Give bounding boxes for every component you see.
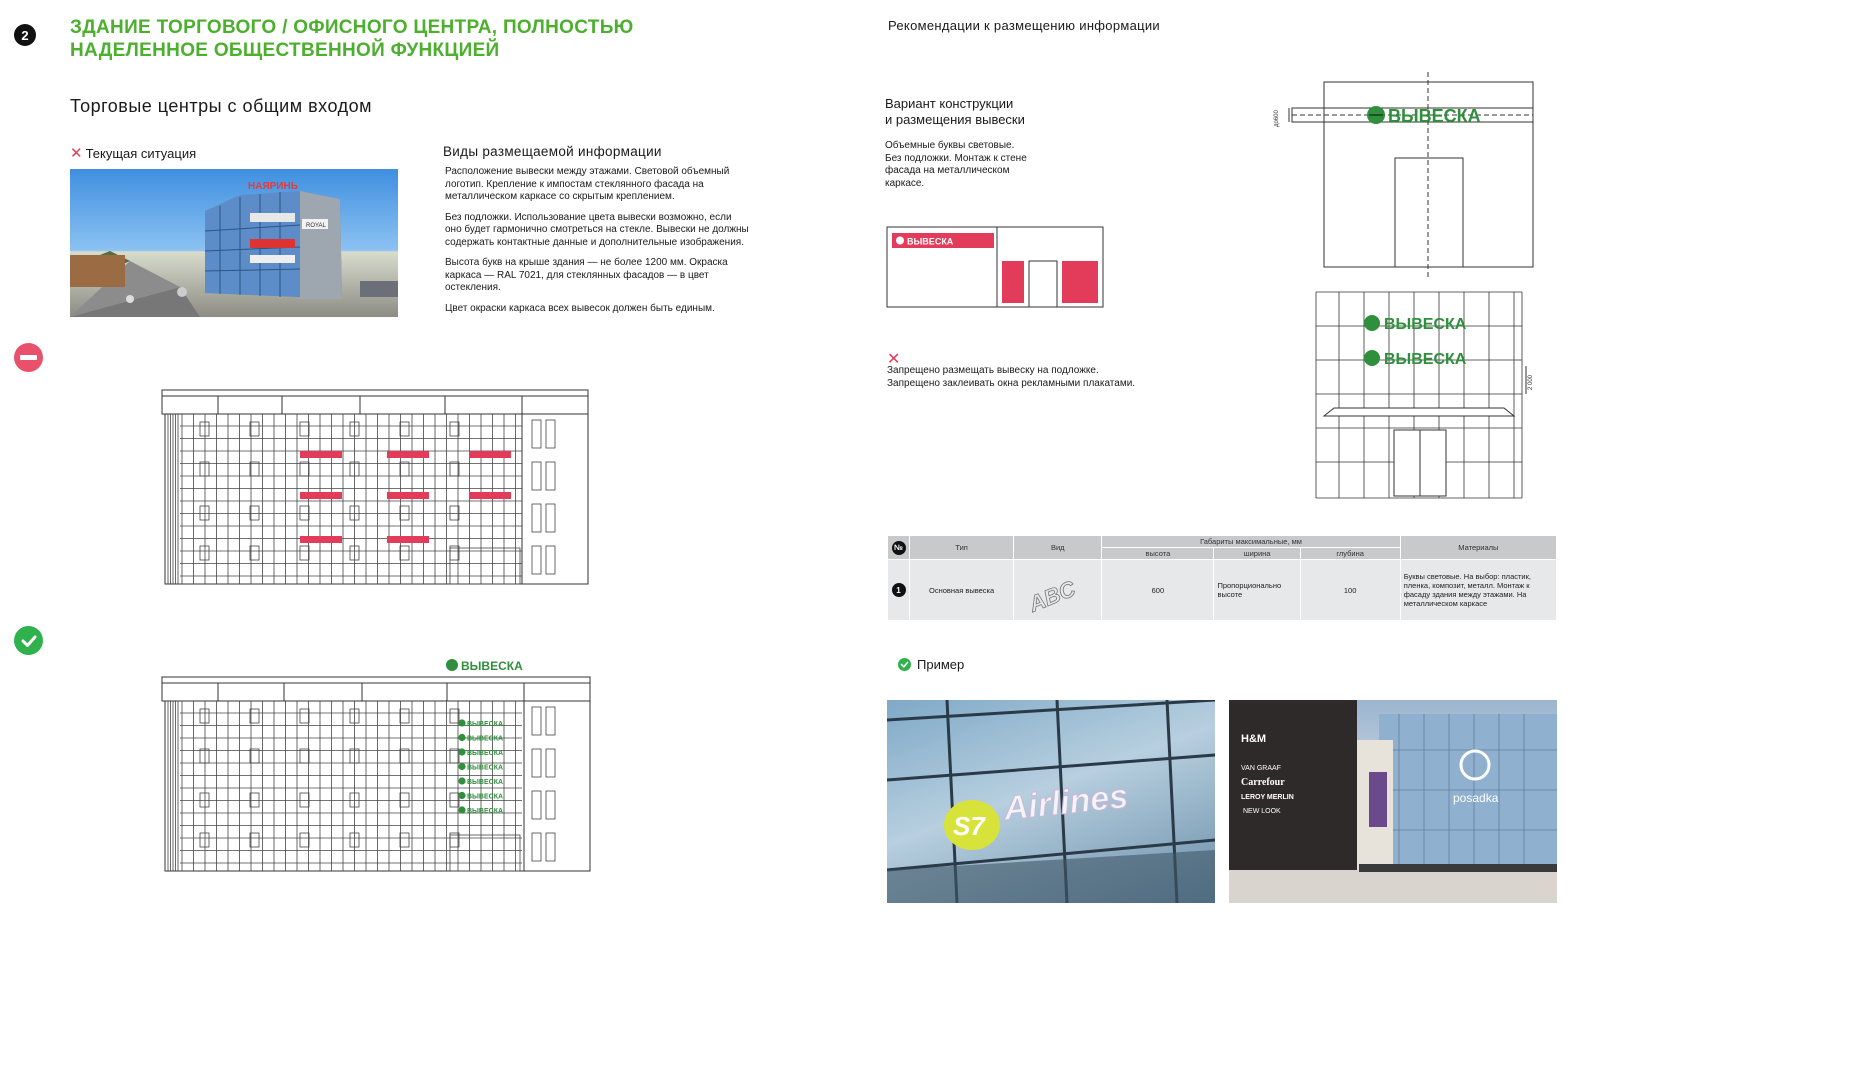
variant-title-line1: Вариант конструкции: [885, 96, 1014, 111]
small-sign-text: ВЫВЕСКА: [467, 735, 504, 743]
photo-sign-royal: ROYAL: [306, 223, 326, 229]
facade-window: [400, 462, 409, 476]
glass-sign-text-2: ВЫВЕСКА: [1384, 351, 1467, 368]
side-window: [546, 504, 555, 532]
example-label: [898, 657, 964, 672]
table-header-dims: Габариты максимальные, мм: [1102, 536, 1400, 548]
info-paragraph: Без подложки. Использование цвета вывески возможно, если оно будет гармонично смотреться на стекле. Вывески не должны содержать контактные данные и дополнительные изображения.: [445, 211, 749, 248]
facade-window: [300, 749, 309, 763]
side-window: [532, 420, 541, 448]
section-title-line2: НАДЕЛЕННОЕ ОБЩЕСТВЕННОЙ ФУНКЦИЕЙ: [70, 40, 500, 61]
entrance-canopy: [450, 835, 520, 871]
facade-window: [300, 546, 309, 560]
facade-window: [300, 793, 309, 807]
facade-window: [200, 506, 209, 520]
table-header-materials: Материалы: [1400, 536, 1556, 560]
small-sign-text: ВЫВЕСКА: [467, 721, 504, 728]
variant-text-line: Объемные буквы световые.: [885, 140, 1015, 151]
facade-window: [200, 462, 209, 476]
facade-window: [200, 793, 209, 807]
facade-window: [200, 546, 209, 560]
table-header-width: ширина: [1214, 548, 1300, 560]
facade-window: [300, 422, 309, 436]
forbidden-rules: [887, 365, 1135, 390]
table-header-height: высота: [1102, 548, 1214, 560]
side-window: [532, 791, 541, 819]
side-window: [546, 833, 555, 861]
roof-sign-text: ВЫВЕСКА: [461, 659, 523, 673]
sign-elevation-diagram: [1262, 72, 1538, 277]
current-situation-text: Текущая ситуация: [85, 145, 197, 161]
variant-description: [885, 140, 1065, 190]
sign-dot-icon: [446, 659, 458, 671]
side-window: [546, 462, 555, 490]
example-label-text: Пример: [917, 657, 965, 672]
s7-logo-text: S7: [953, 811, 985, 841]
side-window: [546, 749, 555, 777]
row-type: Основная вывеска: [910, 560, 1014, 621]
row-view: [1014, 560, 1102, 621]
table-header-num: №: [892, 541, 906, 555]
section-title: [70, 16, 710, 62]
glass-facade-signs-diagram: [1314, 288, 1540, 500]
side-window: [532, 462, 541, 490]
small-sign-text: ВЫВЕСКА: [467, 779, 504, 786]
forbidden-rule: Запрещено размещать вывеску на подложке.: [887, 365, 1099, 376]
incorrect-backing-sign-diagram: [886, 226, 1104, 308]
side-window: [546, 420, 555, 448]
approved-check-icon: [14, 626, 43, 655]
small-sign-dot: [458, 806, 465, 813]
info-paragraph: Высота букв на крыше здания — не более 1200 мм. Окраска каркаса — RAL 7021, для стеклянных фасадов — в цвет остекления.: [445, 257, 728, 293]
side-window: [532, 546, 541, 574]
glass-sign-text-1: ВЫВЕСКА: [1384, 316, 1467, 333]
side-window: [532, 749, 541, 777]
section-title-line1: ЗДАНИЕ ТОРГОВОГО / ОФИСНОГО ЦЕНТРА, ПОЛНОСТЬЮ: [70, 17, 634, 38]
mall-brand-carrefour: Carrefour: [1241, 777, 1285, 788]
elevation-sign-text: ВЫВЕСКА: [1388, 106, 1481, 126]
s7-airlines-text: Airlines: [1001, 777, 1130, 828]
facade-window: [300, 462, 309, 476]
mall-brand-hm: H&M: [1241, 733, 1267, 745]
current-situation-label: [70, 144, 196, 162]
forbidden-rule: Запрещено заклеивать окна рекламными плакатами.: [887, 377, 1136, 389]
photo-sign-roof: НАЯРИНЬ: [248, 181, 298, 192]
facade-window: [200, 749, 209, 763]
dimension-2000: 2 000: [1528, 374, 1534, 390]
row-width: Пропорционально высоте: [1214, 560, 1300, 621]
small-sign-dot: [458, 748, 465, 755]
table-header-depth: глубина: [1300, 548, 1400, 560]
backing-sign-text: ВЫВЕСКА: [907, 236, 954, 247]
facade-window: [200, 709, 209, 723]
side-window: [546, 546, 555, 574]
small-sign-dot: [458, 734, 465, 741]
example-photo-mall: [1229, 700, 1557, 903]
facade-drawing-incorrect: [160, 386, 592, 586]
recommendations-title: Рекомендации к размещению информации: [888, 18, 1160, 33]
variant-text-line: фасада на металлическом: [885, 165, 1010, 176]
facade-window: [400, 833, 409, 847]
facade-window: [400, 422, 409, 436]
small-sign-dot: [458, 719, 465, 726]
facade-window: [400, 793, 409, 807]
prohibited-icon: [14, 343, 43, 372]
info-types-text: [445, 166, 750, 323]
forbidden-cross-icon: ✕: [887, 351, 901, 368]
small-sign-dot: [458, 777, 465, 784]
mall-brand-newlook: NEW LOOK: [1243, 808, 1281, 815]
facade-window: [300, 709, 309, 723]
current-situation-photo: [70, 169, 398, 317]
side-window: [532, 707, 541, 735]
mall-name-text: posadka: [1453, 791, 1499, 805]
facade-window: [200, 422, 209, 436]
facade-window: [300, 506, 309, 520]
facade-window: [400, 749, 409, 763]
variant-text-line: каркасе.: [885, 177, 925, 189]
abc-letters-illustration: ABC: [1025, 575, 1079, 617]
mall-brand-leroy: LEROY MERLIN: [1241, 794, 1294, 801]
small-sign-text: ВЫВЕСКА: [467, 793, 504, 801]
row-materials: Буквы световые. На выбор: пластик, пленка, композит, металл. Монтаж к фасаду здания между этажами. На металлическом каркасе: [1400, 560, 1556, 621]
side-window: [546, 707, 555, 735]
dimension-600: до600: [1274, 110, 1280, 127]
info-paragraph: Цвет окраски каркаса всех вывесок должен быть единым.: [445, 302, 715, 314]
facade-window: [400, 506, 409, 520]
info-types-title: Виды размещаемой информации: [443, 144, 662, 159]
variant-text-line: Без подложки. Монтаж к стене: [885, 152, 1027, 164]
facade-window: [400, 709, 409, 723]
side-window: [532, 833, 541, 861]
facade-window: [200, 833, 209, 847]
row-height: 600: [1102, 560, 1214, 621]
variant-title-line2: и размещения вывески: [885, 112, 1025, 127]
small-sign-text: ВЫВЕСКА: [467, 750, 504, 757]
table-header-type: Тип: [910, 536, 1014, 560]
table-row: [888, 560, 1557, 621]
example-photo-s7: [887, 700, 1215, 903]
small-sign-dot: [458, 763, 465, 770]
check-icon: [898, 658, 911, 671]
small-sign-text: ВЫВЕСКА: [467, 764, 504, 772]
entrance-canopy: [450, 548, 520, 584]
sign-specification-table: [887, 535, 1557, 621]
row-depth: 100: [1300, 560, 1400, 621]
facade-window: [400, 546, 409, 560]
section-subtitle: Торговые центры с общим входом: [70, 96, 372, 116]
row-number: 1: [892, 583, 906, 597]
small-sign-text: ВЫВЕСКА: [467, 808, 504, 815]
section-number-badge: 2: [14, 24, 36, 46]
small-sign-dot: [458, 792, 465, 799]
side-window: [532, 504, 541, 532]
side-window: [546, 791, 555, 819]
info-paragraph: Расположение вывески между этажами. Световой объемный логотип. Крепление к импостам стеклянного фасада на металлическом каркасе со скрытым креплением.: [445, 166, 730, 202]
facade-drawing-correct: [160, 655, 594, 873]
variant-title: [885, 96, 1025, 128]
building-photo-illustration: [70, 169, 398, 317]
mall-brand-vangraaf: VAN GRAAF: [1241, 765, 1281, 772]
facade-window: [300, 833, 309, 847]
cross-icon: ✕: [70, 145, 83, 162]
table-header-view: Вид: [1014, 536, 1102, 560]
